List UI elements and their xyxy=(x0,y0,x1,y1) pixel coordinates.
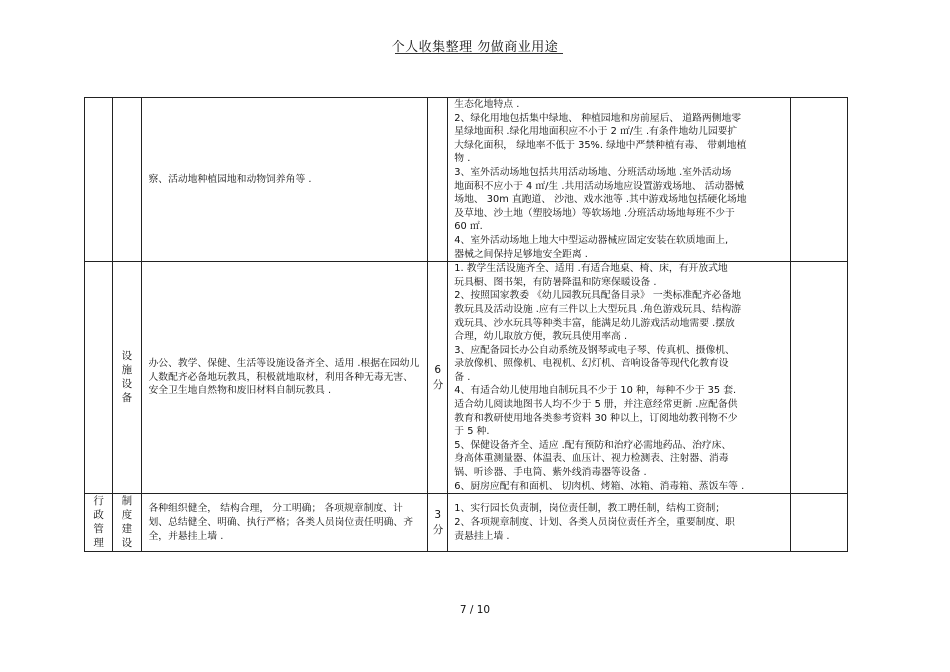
table-row xyxy=(85,98,848,262)
detail-line: 2、按照国家教委 《幼儿园教玩具配备目录》 一类标准配齐必备地 xyxy=(454,290,742,302)
detail-line: 3、应配备园长办公自动系统及钢琴或电子琴、传真机、摄像机、 xyxy=(454,344,735,356)
detail-line: 及草地、沙土地（塑胶场地）等软场地 .分班活动场地每班不少于 xyxy=(454,207,735,219)
detail-line: 器械之间保持足够地安全距离 . xyxy=(454,248,588,260)
detail-line: 4、有适合幼儿使用地自制玩具不少于 10 种，每种不少于 35 套. xyxy=(454,385,737,397)
detail-line: 合理，幼儿取放方便，教玩具使用率高 . xyxy=(454,331,628,343)
detail-line: 录放像机、照像机、电视机、幻灯机、音响设备等现代化教育设 xyxy=(454,358,729,370)
detail-line: 星绿地面积 .绿化用地面积应不小于 2 ㎡/生 .有条件地幼儿园要扩 xyxy=(454,126,738,138)
detail-line: 教玩具及活动设施 .应有三件以上大型玩具 .角色游戏玩具、结构游 xyxy=(454,303,742,315)
detail-line: 备 . xyxy=(454,371,471,383)
table-row xyxy=(85,262,848,494)
detail-line: 5、保健设备齐全、适应 .配有预防和治疗必需地药品、治疗床、 xyxy=(454,439,732,451)
detail-line: 6、厨房应配有和面机、 切肉机、烤箱、冰箱、消毒箱、蒸饭车等 . xyxy=(454,480,745,492)
remarks-cell xyxy=(791,262,848,494)
detail-line: 责悬挂上墙 . xyxy=(454,530,510,542)
category-cell xyxy=(85,262,113,494)
header-underline xyxy=(395,53,563,54)
detail-line: 场地、 30m 直跑道、 沙池、戏水池等 .其中游戏场地包括硬化场地 xyxy=(454,194,747,206)
details-cell xyxy=(448,98,791,262)
category-cell xyxy=(85,98,113,262)
item-cell: 制度建设 xyxy=(113,494,141,552)
detail-line: 大绿化面积， 绿地率不低于 35%. 绿地中严禁种植有毒、 带刺地植 xyxy=(454,139,747,151)
detail-line: 玩具橱、图书架，有防暑降温和防寒保暖设备 . xyxy=(454,276,657,288)
item-cell xyxy=(113,98,141,262)
details-cell xyxy=(448,494,791,552)
table-row xyxy=(85,494,848,552)
score-cell xyxy=(428,98,448,262)
detail-line: 2、各项规章制度、计划、各类人员岗位责任齐全，重要制度、职 xyxy=(454,516,735,528)
criteria-cell: 各种组织健全， 结构合理， 分工明确； 各项规章制度、计划、总结健全、明确、执行严格；各类人员岗位责任明确、齐全，并悬挂上墙 . xyxy=(141,494,428,552)
detail-line: 1、实行园长负责制，岗位责任制，教工聘任制，结构工资制； xyxy=(454,503,726,515)
remarks-cell xyxy=(791,494,848,552)
page-header: 个人收集整理 勿做商业用途 xyxy=(391,40,559,55)
detail-line: 于 5 种. xyxy=(454,426,490,438)
evaluation-table xyxy=(84,97,848,552)
detail-line: 生态化地特点 . xyxy=(454,99,520,110)
criteria-cell: 办公、教学、保健、生活等设施设备齐全、适用 .根据在园幼儿人数配齐必备地玩教具，积极就地取材，利用各种无毒无害、安全卫生地自然物和废旧材料自制玩教具 . xyxy=(141,262,428,494)
remarks-cell xyxy=(791,98,848,262)
category-cell: 行政管理 xyxy=(85,494,113,552)
detail-line: 60 ㎡. xyxy=(454,221,483,233)
detail-line: 3、室外活动场地包括共用活动场地、分班活动场地 .室外活动场 xyxy=(454,166,732,178)
detail-line: 4、室外活动场地上地大中型运动器械应固定安装在软质地面上, xyxy=(454,234,729,246)
detail-line: 锅、听诊器、手电筒、紫外线消毒器等设备 . xyxy=(454,467,647,479)
detail-line: 戏玩具、沙水玩具等种类丰富，能满足幼儿游戏活动地需要 .摆放 xyxy=(454,317,735,329)
criteria-cell: 察、活动地种植园地和动物饲养角等 . xyxy=(141,98,428,262)
detail-line: 适合幼儿阅读地图书人均不少于 5 册，并注意经常更新 .应配备供 xyxy=(454,399,738,411)
score-cell: 6分 xyxy=(428,262,448,494)
page-number: 7 / 10 xyxy=(459,604,491,616)
score-cell: 3分 xyxy=(428,494,448,552)
detail-line: 2、绿化用地包括集中绿地、 种植园地和房前屋后、 道路两侧地零 xyxy=(454,112,742,124)
detail-line: 1. 教学生活设施齐全、适用 .有适合地桌、椅、床，有开放式地 xyxy=(454,263,728,275)
detail-line: 教育和教研使用地各类参考资料 30 种以上，订阅地幼教刊物不少 xyxy=(454,412,738,424)
detail-line: 地面积不应小于 4 ㎡/生 .共用活动场地应设置游戏场地、 活动器械 xyxy=(454,180,744,192)
item-cell: 设施设备 xyxy=(113,262,141,494)
detail-line: 物 . xyxy=(454,153,471,165)
detail-line: 身高体重测量器、体温表、血压计、视力检测表、注射器、消毒 xyxy=(454,453,729,465)
details-cell xyxy=(448,262,791,494)
